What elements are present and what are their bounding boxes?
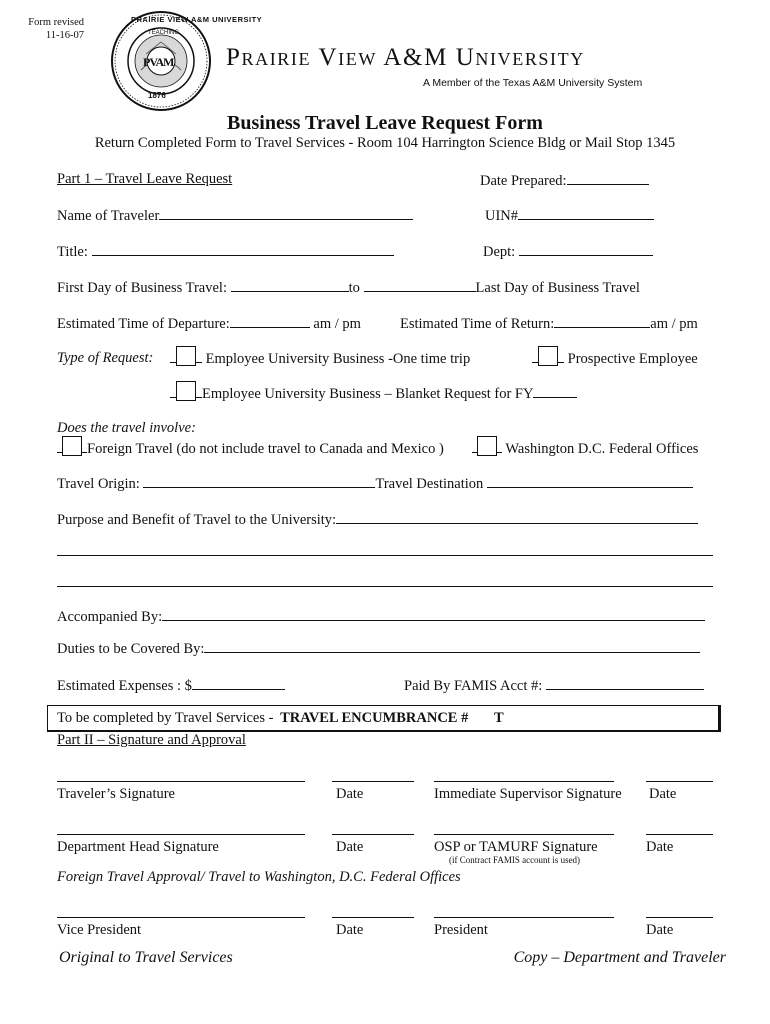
- checkbox-post-line: [558, 349, 564, 363]
- traveler-name-label: Name of Traveler: [57, 208, 160, 224]
- famis-field[interactable]: [404, 676, 704, 695]
- famis-label: Paid By FAMIS Acct #:: [404, 678, 543, 694]
- traveler-date-line[interactable]: [332, 781, 414, 782]
- accompanied-label: Accompanied By:: [57, 609, 163, 625]
- type-of-request-label: Type of Request:: [57, 350, 154, 366]
- departure-line[interactable]: [230, 314, 310, 328]
- purpose-label: Purpose and Benefit of Travel to the University:: [57, 512, 337, 528]
- uin-field[interactable]: [485, 206, 654, 225]
- osp-signature-line[interactable]: [434, 834, 614, 835]
- traveler-name-field[interactable]: [57, 206, 413, 225]
- seal-inner-text: TEACHING: [148, 30, 180, 36]
- university-member: A Member of the Texas A&M University System: [423, 77, 643, 89]
- prospective-checkbox[interactable]: [538, 346, 558, 366]
- departure-time-field[interactable]: [57, 314, 361, 333]
- return-line[interactable]: [554, 314, 650, 328]
- dept-head-date-line[interactable]: [332, 834, 414, 835]
- university-name: Prairie View A&M University: [226, 44, 585, 71]
- departure-label: Estimated Time of Departure:: [57, 316, 230, 332]
- dc-label: Washington D.C. Federal Offices: [505, 441, 699, 457]
- option-blanket-request[interactable]: [170, 381, 577, 403]
- origin-line[interactable]: [143, 474, 375, 488]
- traveler-signature-line[interactable]: [57, 781, 305, 782]
- dept-head-signature-label: Department Head Signature: [57, 839, 219, 855]
- president-signature-line[interactable]: [434, 917, 614, 918]
- revision-note: [28, 16, 84, 42]
- dept-line[interactable]: [519, 242, 653, 256]
- traveler-name-line[interactable]: [159, 206, 413, 220]
- dc-checkbox[interactable]: [477, 436, 497, 456]
- osp-signature-label: OSP or TAMURF Signature: [434, 839, 598, 855]
- seal-year: 1876: [148, 91, 166, 100]
- blanket-checkbox[interactable]: [176, 381, 196, 401]
- one-time-label: Employee University Business -One time trip: [205, 351, 471, 367]
- dept-field[interactable]: [483, 242, 653, 261]
- revision-date: 11-16-07: [45, 30, 84, 41]
- form-title: Business Travel Leave Request Form: [227, 112, 543, 134]
- duties-label: Duties to be Covered By:: [57, 641, 205, 657]
- encumbrance-prefix[interactable]: T: [493, 710, 504, 726]
- footer-original: Original to Travel Services: [59, 949, 233, 966]
- purpose-line-2[interactable]: [57, 555, 713, 556]
- option-foreign-travel[interactable]: [57, 436, 444, 458]
- dept-label: Dept:: [483, 244, 516, 260]
- title-field[interactable]: [57, 242, 394, 261]
- vp-signature-label: Vice President: [57, 922, 142, 938]
- date-prepared-field[interactable]: [480, 171, 649, 190]
- foreign-checkbox[interactable]: [62, 436, 82, 456]
- president-date-label: Date: [646, 922, 674, 938]
- vp-date-line[interactable]: [332, 917, 414, 918]
- date-prepared-label: Date Prepared:: [480, 173, 567, 189]
- uin-label: UIN#: [485, 208, 519, 224]
- osp-date-label: Date: [646, 839, 674, 855]
- destination-line[interactable]: [487, 474, 693, 488]
- osp-date-line[interactable]: [646, 834, 713, 835]
- footer-copy: Copy – Department and Traveler: [513, 949, 726, 966]
- accompanied-field[interactable]: [57, 607, 705, 626]
- title-label: Title:: [57, 244, 88, 260]
- departure-ampm: am / pm: [313, 316, 361, 332]
- part2-heading: Part II – Signature and Approval: [57, 732, 246, 748]
- president-signature-label: President: [434, 922, 488, 938]
- title-line[interactable]: [92, 242, 394, 256]
- last-day-line[interactable]: [364, 278, 476, 292]
- option-one-time-trip[interactable]: [170, 346, 470, 368]
- foreign-label: Foreign Travel (do not include travel to Canada and Mexico ): [87, 441, 444, 457]
- first-day-label: First Day of Business Travel:: [57, 280, 227, 296]
- uin-line[interactable]: [518, 206, 654, 220]
- supervisor-signature-line[interactable]: [434, 781, 614, 782]
- origin-label: Travel Origin:: [57, 476, 140, 492]
- fy-line[interactable]: [533, 384, 577, 398]
- expenses-field[interactable]: [57, 676, 285, 695]
- accompanied-line[interactable]: [162, 607, 705, 621]
- supervisor-date-label: Date: [649, 786, 677, 802]
- vp-date-label: Date: [336, 922, 364, 938]
- dept-head-date-label: Date: [336, 839, 364, 855]
- part1-heading: Part 1 – Travel Leave Request: [57, 171, 233, 187]
- osp-note: (if Contract FAMIS account is used): [449, 855, 581, 865]
- foreign-approval-label: Foreign Travel Approval/ Travel to Washington, D.C. Federal Offices: [57, 869, 461, 885]
- travel-dates-row: [57, 278, 640, 297]
- expenses-line[interactable]: [192, 676, 285, 690]
- travel-services-label: To be completed by Travel Services -: [57, 710, 274, 726]
- seal-monogram: PVAM: [143, 55, 174, 69]
- traveler-date-label: Date: [336, 786, 364, 802]
- supervisor-date-line[interactable]: [646, 781, 713, 782]
- encumbrance-label: TRAVEL ENCUMBRANCE #: [280, 710, 469, 726]
- form-subtitle: Return Completed Form to Travel Services - Room 104 Harrington Science Bldg or Mail Stop 1345: [94, 135, 676, 151]
- supervisor-signature-label: Immediate Supervisor Signature: [434, 786, 622, 802]
- famis-line[interactable]: [546, 676, 704, 690]
- blanket-label: Employee University Business – Blanket Request for FY: [202, 386, 534, 402]
- duties-line[interactable]: [204, 639, 700, 653]
- to-label: to: [348, 280, 360, 296]
- expenses-label: Estimated Expenses : $: [57, 678, 192, 694]
- destination-label: Travel Destination: [375, 476, 484, 492]
- travel-origin-field[interactable]: [57, 474, 693, 493]
- return-time-field[interactable]: [400, 314, 698, 333]
- prospective-label: Prospective Employee: [567, 351, 698, 367]
- option-prospective-employee[interactable]: [532, 346, 698, 368]
- vp-signature-line[interactable]: [57, 917, 305, 918]
- return-ampm: am / pm: [650, 316, 698, 332]
- return-label: Estimated Time of Return:: [400, 316, 555, 332]
- last-day-label: Last Day of Business Travel: [475, 280, 640, 296]
- traveler-signature-label: Traveler’s Signature: [57, 786, 175, 802]
- duties-field[interactable]: [57, 639, 700, 658]
- purpose-line[interactable]: [336, 510, 698, 524]
- seal-top-text: PRAIRIE VIEW A&M UNIVERSITY: [131, 15, 263, 24]
- revision-label: Form revised: [28, 17, 84, 28]
- first-day-line[interactable]: [231, 278, 349, 292]
- date-prepared-line[interactable]: [567, 171, 649, 185]
- checkbox-post-line: [196, 349, 202, 363]
- option-dc-offices[interactable]: [472, 436, 698, 458]
- checkbox-post-line: [497, 439, 502, 453]
- purpose-line-3[interactable]: [57, 586, 713, 587]
- president-date-line[interactable]: [646, 917, 713, 918]
- travel-involve-label: Does the travel involve:: [57, 420, 196, 436]
- travel-services-row: [57, 710, 504, 727]
- dept-head-signature-line[interactable]: [57, 834, 305, 835]
- one-time-checkbox[interactable]: [176, 346, 196, 366]
- purpose-field[interactable]: [57, 510, 698, 529]
